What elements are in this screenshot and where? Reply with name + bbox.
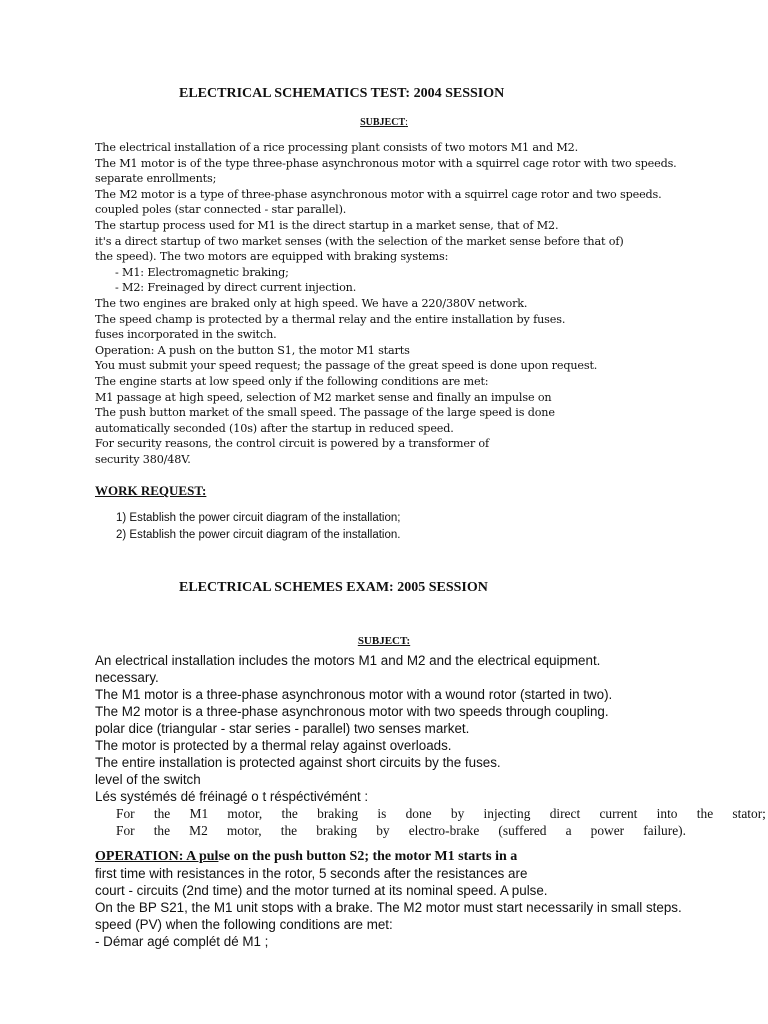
- paragraph-2005: [95, 652, 765, 950]
- word: stator;: [732, 806, 766, 821]
- word: the: [281, 806, 298, 821]
- operation-heading: [95, 848, 765, 865]
- exam-2004-title: ELECTRICAL SCHEMATICS TEST: 2004 SESSION: [179, 86, 505, 101]
- word: is: [377, 806, 387, 821]
- word: motor,: [227, 806, 263, 821]
- word: into: [656, 806, 678, 821]
- text-line: the speed). The two motors are equipped with braking systems:: [95, 250, 449, 264]
- word: M1: [189, 806, 209, 821]
- word: braking: [316, 823, 358, 838]
- text-line: necessary.: [95, 670, 159, 685]
- text-line: automatically seconded (10s) after the startup in reduced speed.: [95, 421, 454, 435]
- exam-2005-title: ELECTRICAL SCHEMES EXAM: 2005 SESSION: [179, 580, 488, 595]
- word: by: [450, 806, 465, 821]
- text-line: Lés systémés dé fréinagé o t réspéctivémént :: [95, 789, 369, 804]
- text-line: coupled poles (star connected - star parallel).: [95, 203, 347, 217]
- word: For: [116, 806, 135, 821]
- work-request-heading: WORK REQUEST:: [95, 483, 207, 498]
- operation-label: OPERATION: A pul: [95, 849, 219, 864]
- text-line: security 380/48V.: [95, 452, 191, 466]
- braking-item-m1: - M1: Electromagnetic braking;: [115, 265, 289, 279]
- paragraph-2004: [95, 140, 763, 467]
- word: the: [153, 806, 171, 821]
- text-line: The push button market of the small speed. The passage of the large speed is done: [95, 406, 555, 420]
- subject-colon-2004: :: [405, 117, 408, 128]
- braking-line-m1: [95, 805, 766, 822]
- word: failure).: [643, 823, 686, 838]
- text-line: The electrical installation of a rice processing plant consists of two motors M1 and M2.: [95, 141, 579, 154]
- text-line: The M2 motor is a three-phase asynchronous motor with two speeds through coupling.: [95, 704, 609, 719]
- word: electro-brake: [408, 823, 480, 838]
- text-line: M1 passage at high speed, selection of M2 market sense and finally an impulse on: [95, 390, 552, 404]
- word: the: [153, 823, 171, 838]
- word: the: [696, 806, 714, 821]
- text-line: For security reasons, the control circuit is powered by a transformer of: [95, 437, 489, 451]
- task-list: [116, 510, 400, 543]
- word: M2: [189, 823, 208, 838]
- operation-text: se on the push button S2; the motor M1 starts in a: [218, 849, 518, 864]
- word: the: [280, 823, 298, 838]
- word: For: [116, 823, 135, 838]
- text-line: The M1 motor is of the type three-phase asynchronous motor with a squirrel cage rotor with two speeds.: [95, 156, 677, 170]
- subject-label-2004: SUBJECT: [360, 117, 406, 128]
- text-line: first time with resistances in the rotor, 5 seconds after the resistances are: [95, 866, 528, 881]
- task-item: 1) Establish the power circuit diagram of the installation;: [116, 512, 401, 524]
- text-line: An electrical installation includes the motors M1 and M2 and the electrical equipment.: [95, 653, 601, 668]
- text-line: separate enrollments;: [95, 172, 217, 186]
- text-line: fuses incorporated in the switch.: [95, 328, 277, 342]
- text-line: - Démar agé complét dé M1 ;: [95, 934, 269, 949]
- text-line: The motor is protected by a thermal relay against overloads.: [95, 738, 452, 753]
- text-line: The speed champ is protected by a thermal relay and the entire installation by fuses.: [95, 312, 566, 326]
- word: a: [565, 823, 572, 838]
- word: done: [405, 806, 432, 821]
- braking-item-m2: - M2: Freinaged by direct current injection.: [115, 281, 357, 295]
- text-line: The entire installation is protected against short circuits by the fuses.: [95, 755, 501, 770]
- text-line: Operation: A push on the button S1, the motor M1 starts: [95, 343, 410, 357]
- subject-heading-2005: SUBJECT:: [357, 635, 411, 647]
- text-line: speed (PV) when the following conditions are met:: [95, 917, 393, 932]
- word: power: [590, 823, 625, 838]
- text-line: The engine starts at low speed only if the following conditions are met:: [95, 374, 489, 388]
- text-line: polar dice (triangular - star series - parallel) two senses market.: [95, 721, 470, 736]
- text-line: The two engines are braked only at high speed. We have a 220/380V network.: [95, 296, 528, 310]
- word: braking: [317, 806, 359, 821]
- word: motor,: [226, 823, 262, 838]
- text-line: The M2 motor is a type of three-phase asynchronous motor with a squirrel cage rotor and two speeds.: [95, 187, 662, 201]
- text-line: You must submit your speed request; the passage of the great speed is done upon request.: [95, 359, 598, 373]
- braking-line-m2: [95, 822, 686, 839]
- text-line: court - circuits (2nd time) and the motor turned at its nominal speed. A pulse.: [95, 883, 548, 898]
- text-line: The startup process used for M1 is the direct startup in a market sense, that of M2.: [95, 218, 559, 232]
- text-line: level of the switch: [95, 772, 201, 787]
- word: (suffered: [498, 823, 547, 838]
- text-line: The M1 motor is a three-phase asynchronous motor with a wound rotor (started in two).: [95, 687, 613, 702]
- word: by: [376, 823, 390, 838]
- word: direct: [549, 806, 581, 821]
- task-item: 2) Establish the power circuit diagram of the installation.: [116, 528, 401, 541]
- text-line: it's a direct startup of two market senses (with the selection of the market sense before that of): [95, 234, 624, 248]
- word: current: [599, 806, 638, 821]
- subject-heading-2004: [0, 117, 768, 128]
- text-line: On the BP S21, the M1 unit stops with a brake. The M2 motor must start necessarily in small steps.: [95, 900, 682, 915]
- word: injecting: [483, 806, 531, 821]
